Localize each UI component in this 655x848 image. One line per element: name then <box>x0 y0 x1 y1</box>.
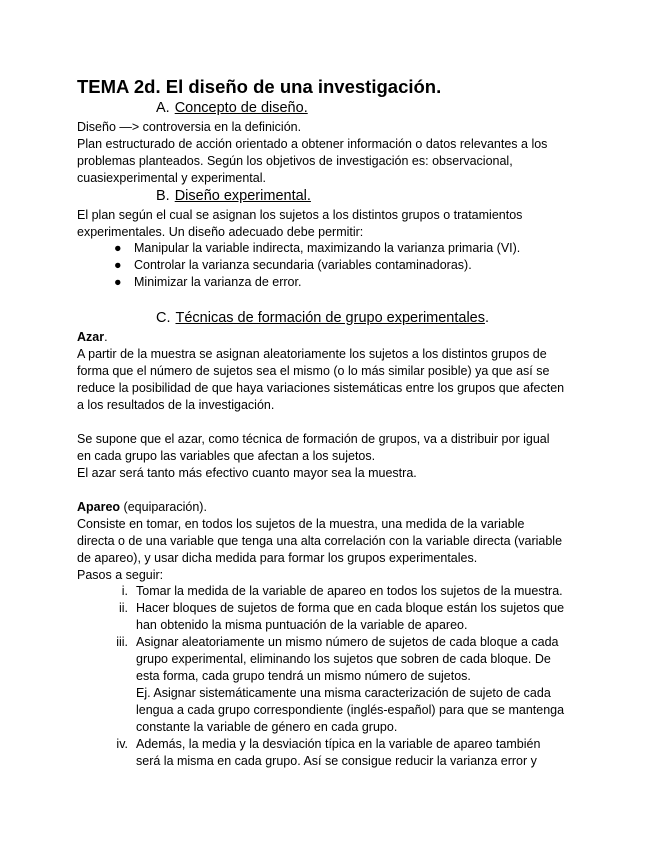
list-item <box>114 241 520 255</box>
step-number: ii. <box>118 601 128 615</box>
azar-p2-line: Se supone que el azar, como técnica de formación de grupos, va a distribuir por igual <box>77 432 550 446</box>
list-item <box>114 275 301 289</box>
step-line: Asignar aleatoriamente un mismo número de sujetos de cada bloque a cada <box>136 635 559 649</box>
azar-heading-text: Azar <box>77 330 105 344</box>
bullet-icon: ● <box>114 241 122 255</box>
list-item <box>114 258 472 272</box>
apareo-p1-line: de apareo), y usar dicha medida para formar los grupos experimentales. <box>77 551 478 565</box>
step-number: i. <box>121 584 128 598</box>
section-c-title: Técnicas de formación de grupo experimentales <box>175 310 485 326</box>
list-item-text: Manipular la variable indirecta, maximizando la varianza primaria (VI). <box>134 241 521 255</box>
bullet-icon: ● <box>114 258 122 272</box>
step-line: Tomar la medida de la variable de apareo en todos los sujetos de la muestra. <box>136 584 563 598</box>
azar-p1-line: reduce la posibilidad de que haya variaciones sistemáticas entre los grupos que afecten <box>77 381 565 395</box>
a-text-line: Diseño —> controversia en la definición. <box>77 120 302 134</box>
bullet-icon: ● <box>114 275 122 289</box>
section-b-title: Diseño experimental. <box>174 188 311 204</box>
step-line: han obtenido la misma puntuación de la variable de apareo. <box>136 618 468 632</box>
section-c-letter: C. <box>156 310 171 326</box>
step-line: Ej. Asignar sistemáticamente una misma caracterización de sujeto de cada <box>136 686 551 700</box>
step-line: grupo experimental, eliminando los sujetos que sobren de cada bloque. De <box>136 652 551 666</box>
azar-p1-line: a los resultados de la investigación. <box>77 398 275 412</box>
list-item-text: Minimizar la varianza de error. <box>134 275 302 289</box>
step-line: Además, la media y la desviación típica en la variable de apareo también <box>136 737 541 751</box>
step-line: Hacer bloques de sujetos de forma que en cada bloque están los sujetos que <box>136 601 565 615</box>
azar-p1-line: forma que el número de sujetos sea el mismo (o lo más similar posible) ya que así se <box>77 364 550 378</box>
step-number: iv. <box>116 737 128 751</box>
a-text-line: Plan estructurado de acción orientado a obtener información o datos relevantes a los <box>77 137 548 151</box>
section-a-heading <box>156 100 308 116</box>
a-text-line: problemas planteados. Según los objetivos de investigación es: observacional, <box>77 154 513 168</box>
step-line: esta forma, cada grupo tendrá un mismo número de sujetos. <box>136 669 471 683</box>
apareo-p1-line: Pasos a seguir: <box>77 568 164 582</box>
list-item-text: Controlar la varianza secundaria (variables contaminadoras). <box>134 258 472 272</box>
b-text-line: El plan según el cual se asignan los sujetos a los distintos grupos o tratamientos <box>77 208 523 222</box>
page-title: TEMA 2d. El diseño de una investigación. <box>77 76 442 97</box>
section-b-heading <box>156 188 311 204</box>
section-c-trail: . <box>485 310 490 326</box>
step-line: constante la variable de género en cada grupo. <box>136 720 398 734</box>
azar-p2-line: en cada grupo las variables que afectan a los sujetos. <box>77 449 376 463</box>
azar-heading <box>77 329 108 346</box>
apareo-heading-text: Apareo <box>77 500 121 514</box>
section-a-title: Concepto de diseño. <box>174 100 308 116</box>
b-text-line: experimentales. Un diseño adecuado debe permitir: <box>77 225 364 239</box>
apareo-p1-line: Consiste en tomar, en todos los sujetos de la muestra, una medida de la variable <box>77 517 525 531</box>
section-c-heading <box>156 310 489 326</box>
azar-p1-line: A partir de la muestra se asignan aleatoriamente los sujetos a los distintos grupos de <box>77 347 547 361</box>
section-a-letter: A. <box>156 100 170 116</box>
a-text-line: cuasiexperimental y experimental. <box>77 171 266 185</box>
azar-heading-trail: . <box>104 330 108 344</box>
step-line: lengua a cada grupo correspondiente (inglés-español) para que se mantenga <box>136 703 565 717</box>
step-number: iii. <box>116 635 128 649</box>
section-b-letter: B. <box>156 188 170 204</box>
apareo-p1-line: directa o de una variable que tenga una alta correlación con la variable directa (variable <box>77 534 563 548</box>
azar-p2-line: El azar será tanto más efectivo cuanto mayor sea la muestra. <box>77 466 417 480</box>
apareo-heading-rest: (equiparación). <box>120 500 207 514</box>
apareo-heading <box>77 499 207 516</box>
step-line: será la misma en cada grupo. Así se consigue reducir la varianza error y <box>136 754 537 768</box>
